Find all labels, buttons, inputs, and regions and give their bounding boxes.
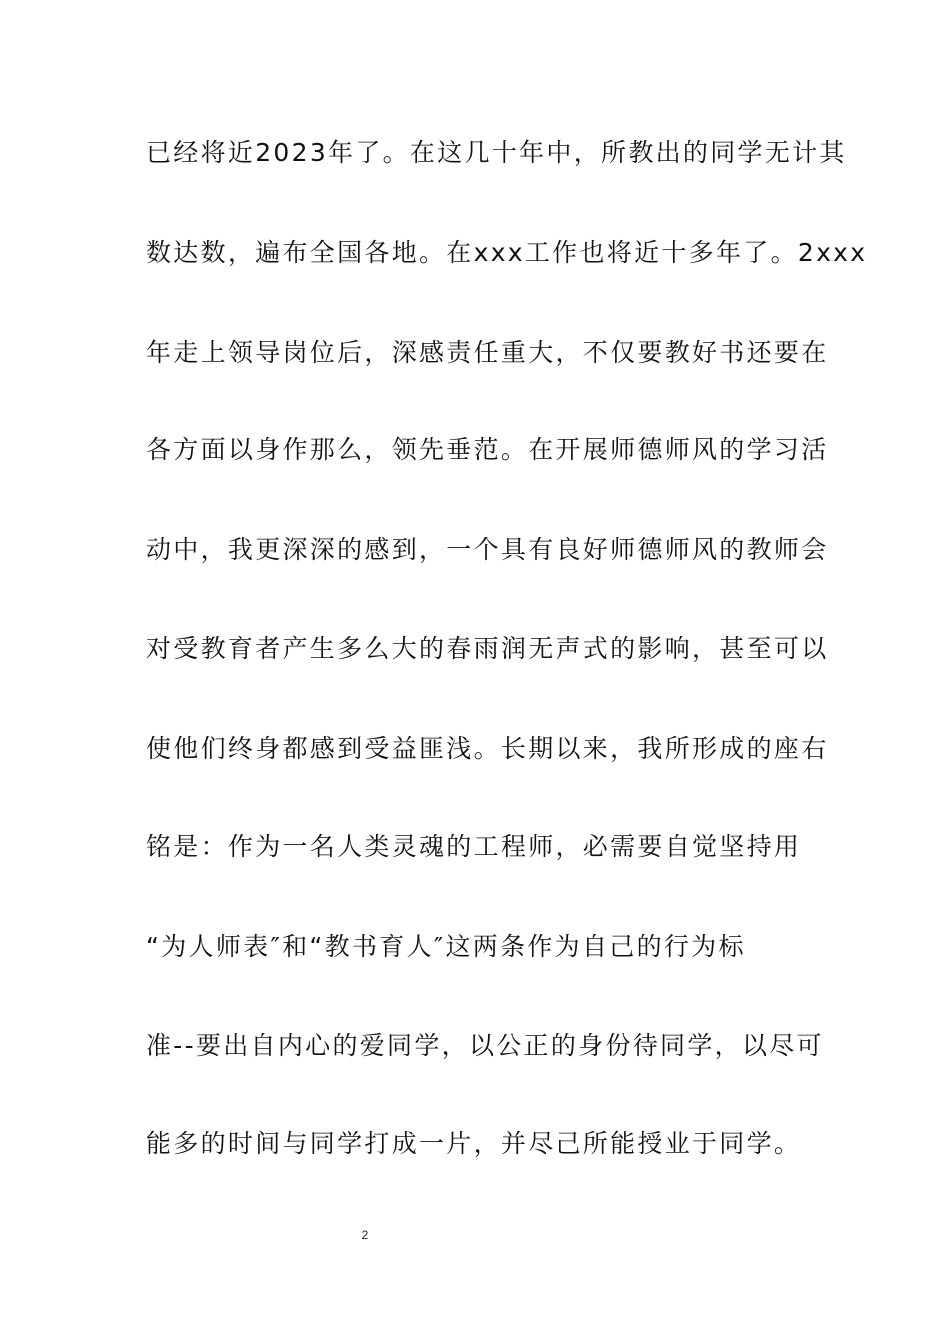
paragraph-line-11: 能多的时间与同学打成一片，并尽己所能授业于同学。 — [146, 1129, 802, 1158]
paragraph-line-10: 准--要出自内心的爱同学，以公正的身份待同学，以尽可 — [146, 1031, 824, 1060]
paragraph-line-8: 铭是：作为一名人类灵魂的工程师，必需要自觉坚持用 — [146, 832, 802, 861]
paragraph-line-5: 动中，我更深深的感到，一个具有良好师德师风的教师会 — [146, 535, 829, 564]
paragraph-line-6: 对受教育者产生多么大的春雨润无声式的影响，甚至可以 — [146, 634, 829, 663]
page-number: 2 — [361, 1228, 369, 1242]
paragraph-line-7: 使他们终身都感到受益匪浅。长期以来，我所形成的座右 — [146, 734, 829, 763]
paragraph-line-1: 已经将近2023年了。在这几十年中，所教出的同学无计其 — [146, 138, 847, 167]
paragraph-line-2: 数达数，遍布全国各地。在xxx工作也将近十多年了。2xxx — [146, 238, 868, 267]
paragraph-line-3: 年走上领导岗位后，深感责任重大，不仅要教好书还要在 — [146, 338, 829, 367]
paragraph-line-4: 各方面以身作那么，领先垂范。在开展师德师风的学习活 — [146, 435, 829, 464]
paragraph-line-9: “为人师表″和“教书育人″这两条作为自己的行为标 — [146, 932, 746, 961]
